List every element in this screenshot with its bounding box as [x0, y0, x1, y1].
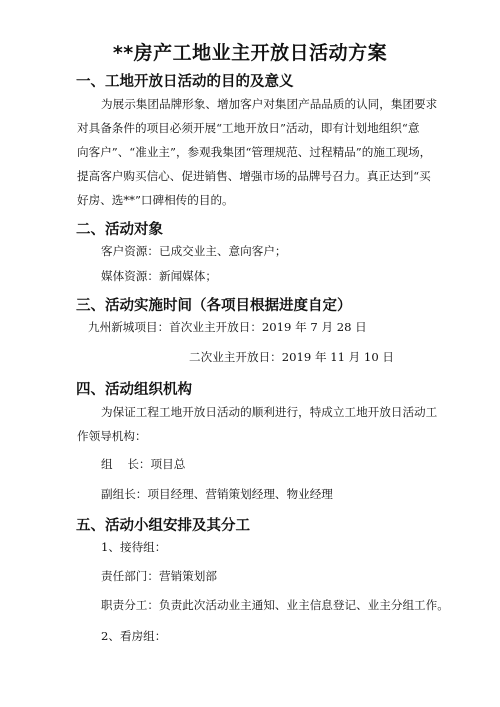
section-1-line-4: 提高客户购买信心、促进销售、增强市场的品牌号召力。真正达到“买 — [77, 169, 431, 183]
section-5-line-3: 职责分工：负责此次活动业主通知、业主信息登记、业主分组工作。 — [101, 598, 449, 612]
section-1-line-3: 向客户”、“准业主”，参观我集团“管理规范、过程精品”的施工现场， — [77, 145, 432, 159]
section-4-heading: 四、活动组织机构 — [76, 382, 192, 398]
section-4-line-4: 副组长：项目经理、营销策划经理、物业经理 — [101, 487, 333, 501]
section-2-line-1: 客户资源：已成交业主、意向客户； — [101, 244, 287, 258]
section-1-line-5: 好房、选**”口碑相传的目的。 — [77, 193, 234, 207]
section-1-heading: 一、工地开放日活动的目的及意义 — [76, 74, 294, 90]
section-3-heading: 三、活动实施时间（各项目根据进度自定） — [76, 298, 352, 314]
section-5-line-1: 1、接待组： — [101, 540, 167, 554]
section-4-line-3: 组 长：项目总 — [101, 457, 186, 471]
section-5-heading: 五、活动小组安排及其分工 — [76, 518, 250, 534]
section-4-line-2: 作领导机构： — [77, 429, 147, 443]
section-5-line-2: 责任部门：营销策划部 — [101, 569, 217, 583]
section-1-line-2: 对具备条件的项目必须开展“工地开放日”活动，即有计划地组织“意 — [77, 121, 420, 135]
section-3-line-1: 九州新城项目：首次业主开放日：2019 年 7 月 28 日 — [88, 320, 367, 334]
section-1-line-1: 为展示集团品牌形象、增加客户对集团产品品质的认同，集团要求 — [101, 97, 438, 111]
section-4-line-1: 为保证工程工地开放日活动的顺利进行，特成立工地开放日活动工 — [101, 405, 438, 419]
document-title: **房产工地业主开放日活动方案 — [112, 42, 388, 64]
section-2-heading: 二、活动对象 — [76, 222, 163, 238]
section-2-line-2: 媒体资源：新闻媒体； — [101, 269, 217, 283]
section-5-line-4: 2、看房组： — [101, 629, 167, 643]
section-3-line-2: 二次业主开放日：2019 年 11 月 10 日 — [189, 350, 394, 364]
